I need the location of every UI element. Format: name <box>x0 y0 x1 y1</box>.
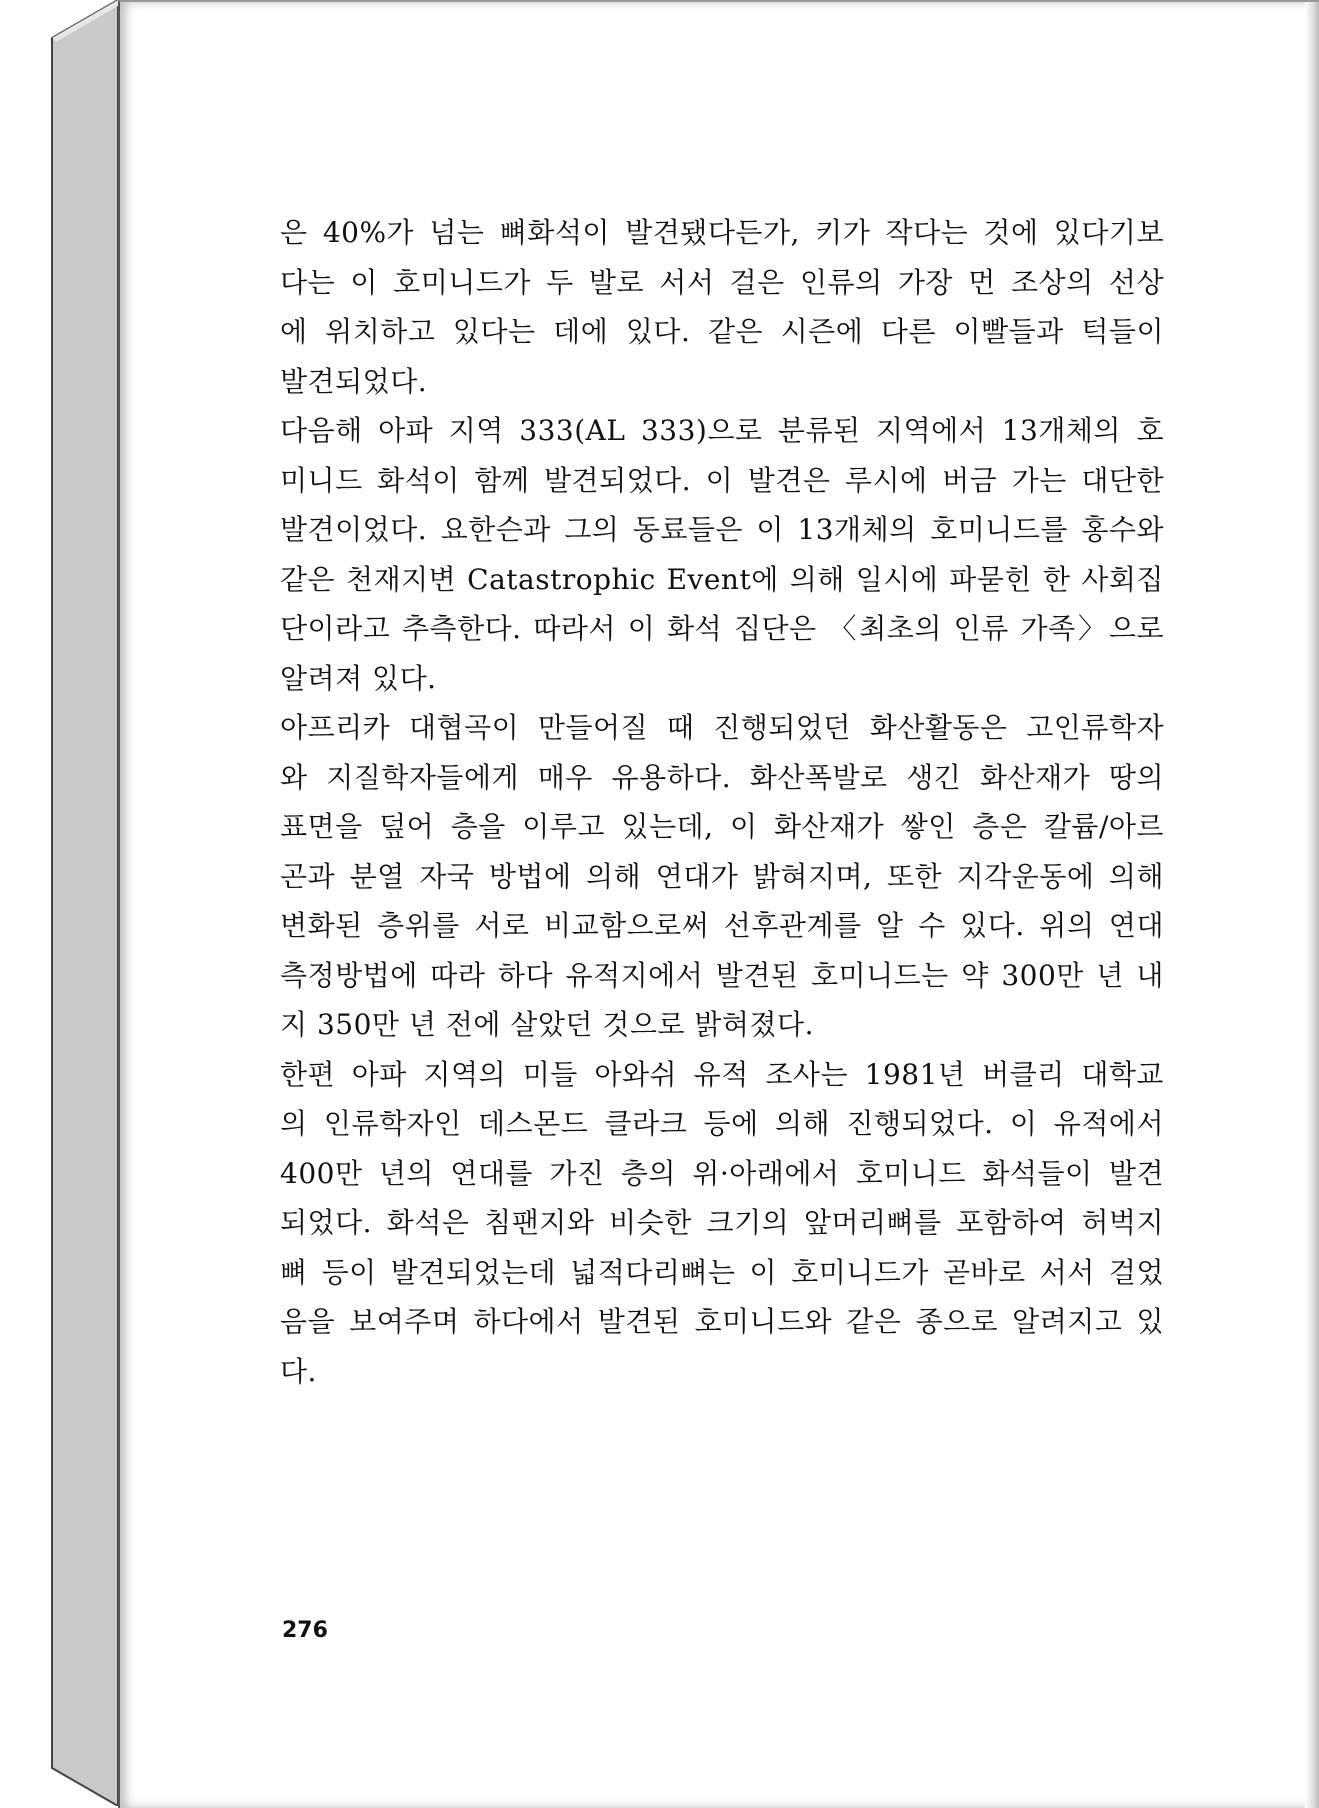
page-number: 276 <box>282 1618 328 1643</box>
book-spine <box>0 0 130 1806</box>
text-line: 다. <box>280 1354 317 1388</box>
text-line: 곤과 분열 자국 방법에 의해 연대가 밝혀지며, 또한 지각운동에 의해 <box>280 859 1164 893</box>
book-spine-graphic <box>0 0 130 1806</box>
text-line: 와 지질학자들에게 매우 유용하다. 화산폭발로 생긴 화산재가 땅의 <box>280 760 1164 794</box>
text-line: 발견되었다. <box>280 364 428 398</box>
text-line: 뼈 등이 발견되었는데 넓적다리뼈는 이 호미니드가 곧바로 서서 걸었 <box>280 1255 1164 1289</box>
body-text <box>280 208 1164 1396</box>
text-line: 에 위치하고 있다는 데에 있다. 같은 시즌에 다른 이빨들과 턱들이 <box>280 315 1164 348</box>
text-line: 다는 이 호미니드가 두 발로 서서 걸은 인류의 가장 먼 조상의 선상 <box>280 265 1164 299</box>
text-line: 미니드 화석이 함께 발견되었다. 이 발견은 루시에 버금 가는 대단한 <box>280 463 1164 497</box>
text-line: 측정방법에 따라 하다 유적지에서 발견된 호미니드는 약 300만 년 내 <box>280 958 1164 992</box>
text-line: 400만 년의 연대를 가진 층의 위·아래에서 호미니드 화석들이 발견 <box>280 1156 1164 1190</box>
text-line: 음을 보여주며 하다에서 발견된 호미니드와 같은 종으로 알려지고 있 <box>280 1305 1164 1338</box>
text-line: 단이라고 추측한다. 따라서 이 화석 집단은 〈최초의 인류 가족〉으로 <box>280 612 1164 645</box>
text-line: 발견이었다. 요한슨과 그의 동료들은 이 13개체의 호미니드를 홍수와 <box>280 513 1164 546</box>
text-line: 은 40%가 넘는 뼈화석이 발견됐다든가, 키가 작다는 것에 있다기보 <box>280 216 1164 249</box>
text-line: 한편 아파 지역의 미들 아와쉬 유적 조사는 1981년 버클리 대학교 <box>280 1057 1164 1091</box>
text-line: 변화된 층위를 서로 비교함으로써 선후관계를 알 수 있다. 위의 연대 <box>280 909 1164 942</box>
page-edge-shadow <box>1305 2 1319 1808</box>
text-line: 알려져 있다. <box>280 661 437 695</box>
text-line: 같은 천재지변 Catastrophic Event에 의해 일시에 파묻힌 한 사회집 <box>280 562 1164 596</box>
text-line: 아프리카 대협곡이 만들어질 때 진행되었던 화산활동은 고인류학자 <box>280 711 1164 744</box>
text-line: 되었다. 화석은 침팬지와 비슷한 크기의 앞머리뼈를 포함하여 허벅지 <box>280 1206 1164 1239</box>
text-line: 지 350만 년 전에 살았던 것으로 밝혀졌다. <box>280 1008 814 1041</box>
text-line: 다음해 아파 지역 333(AL 333)으로 분류된 지역에서 13개체의 호 <box>280 414 1164 447</box>
text-line: 표면을 덮어 층을 이루고 있는데, 이 화산재가 쌓인 층은 칼륨/아르 <box>280 810 1164 843</box>
text-line: 의 인류학자인 데스몬드 클라크 등에 의해 진행되었다. 이 유적에서 <box>280 1107 1164 1140</box>
